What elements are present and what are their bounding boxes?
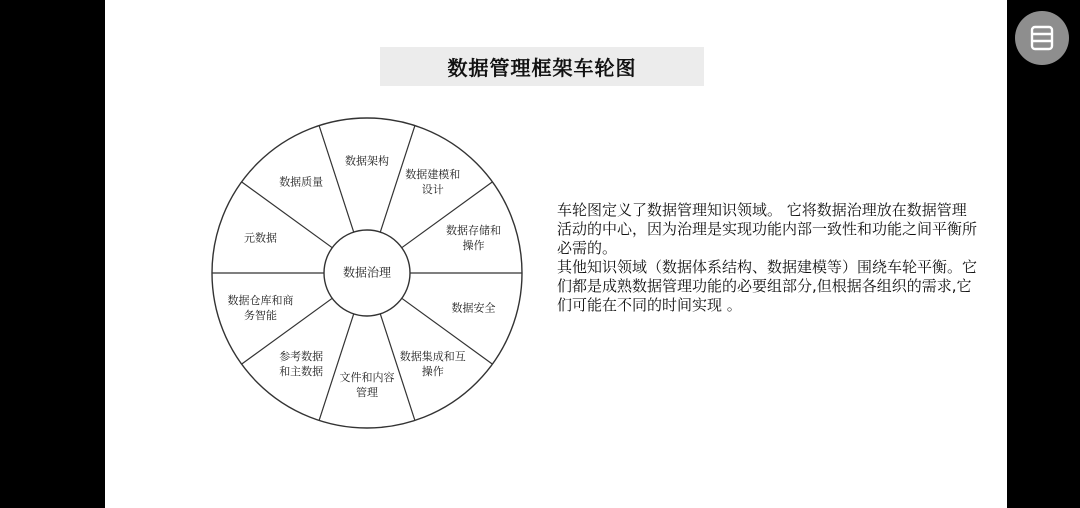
wheel-segment-line1: 数据建模和: [405, 168, 461, 182]
wheel-segment-label: [345, 154, 389, 169]
slide: [105, 0, 1007, 508]
wheel-segment-line2: 和主数据: [279, 364, 324, 378]
wheel-segment-line1: 数据质量: [279, 175, 324, 189]
wheel-segment-label: [452, 300, 496, 315]
wheel-hub-label: 数据治理: [342, 265, 392, 280]
wheel-segment-label: [244, 231, 277, 246]
wheel-segment-line1: 数据仓库和商: [227, 293, 294, 307]
wheel-segment-line2: 管理: [356, 386, 378, 399]
wheel-segment-line1: 数据存储和: [446, 224, 501, 238]
wheel-segment-label: [279, 175, 323, 190]
description-paragraph-1: 车轮图定义了数据管理知识领域。 它将数据治理放在数据管理活动的中心，因为治理是实现功能内部一致性和功能之间平衡所必需的。: [557, 201, 978, 257]
wheel-segment-line1: 参考数据: [279, 349, 324, 363]
wheel-segment-line1: 数据安全: [451, 301, 496, 315]
wheel-segment-label: [400, 349, 466, 379]
wheel-segment-line1: 数据架构: [345, 154, 389, 168]
wheel-segment-line2: 操作: [421, 364, 444, 378]
wheel-segment-label: [405, 167, 460, 197]
wheel-segment-line2: 操作: [462, 239, 485, 253]
wheel-spoke: [319, 314, 354, 421]
slide-title: 数据管理框架车轮图: [380, 47, 704, 86]
wheel-spoke: [319, 126, 354, 233]
wheel-segment-line2: 务智能: [244, 308, 277, 322]
wheel-segment-label: [279, 349, 323, 379]
reader-mode-icon: [1029, 25, 1055, 51]
wheel-segment-label: [228, 293, 294, 323]
reader-mode-button[interactable]: [1015, 11, 1069, 65]
wheel-segment-line2: 设计: [421, 183, 444, 197]
wheel-segment-line1: 元数据: [244, 231, 277, 245]
wheel-segment-label: [446, 223, 501, 253]
description: [557, 201, 977, 315]
wheel-segment-line1: 数据集成和互: [399, 349, 466, 363]
wheel-segment-line1: 文件和内容: [339, 371, 395, 384]
wheel-segment-label: [340, 370, 395, 400]
description-paragraph-2: 其他知识领域（数据体系结构、数据建模等）围绕车轮平衡。它们都是成熟数据管理功能的必要组部分,但根据各组织的需求,它们可能在不同的时间实现 。: [557, 258, 978, 314]
